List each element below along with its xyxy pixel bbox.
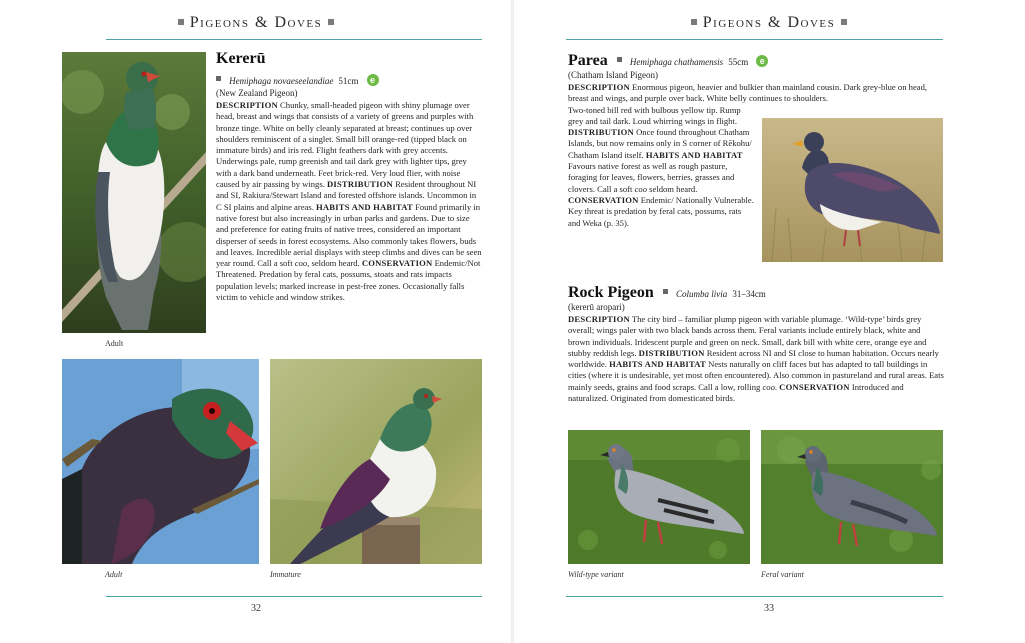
call-text: coo bbox=[762, 381, 775, 392]
parea-description-top bbox=[568, 82, 944, 105]
call-text: coo bbox=[634, 183, 648, 194]
running-head bbox=[0, 14, 512, 32]
habits-text: Nests naturally on cliff faces but has adapted to tall buildings in cities (where it is undesirable, yet most often encountered). Also common in pastureland and rural areas. Eats mainly seeds, grains and food scraps. Call a low, rolling bbox=[568, 359, 944, 392]
page-number: 33 bbox=[764, 603, 774, 614]
page-number: 32 bbox=[251, 603, 261, 614]
kereru-adult-photo bbox=[62, 52, 206, 333]
distribution-text: Once found throughout Chatham Islands, but now remains only in S corner of Rēkohu/ Chatham Island itself. bbox=[568, 127, 752, 160]
kereru-immature-photo bbox=[270, 359, 482, 564]
species-name: Parea bbox=[568, 52, 608, 69]
common-name: (New Zealand Pigeon) bbox=[216, 88, 298, 98]
common-name: (kererū aropari) bbox=[568, 302, 625, 312]
rock-pigeon-wild-photo bbox=[568, 430, 750, 564]
running-head-text: Pigeons & Doves bbox=[189, 14, 323, 31]
description-label: DESCRIPTION bbox=[568, 82, 630, 92]
species-name: Rock Pigeon bbox=[568, 284, 654, 301]
habits-text-end: seldom heard. bbox=[649, 183, 698, 194]
distribution-label: DISTRIBUTION bbox=[638, 347, 705, 358]
conservation-label: CONSERVATION bbox=[568, 194, 639, 205]
description-label: DESCRIPTION bbox=[568, 314, 630, 324]
call-text: coo bbox=[294, 258, 308, 269]
description-label: DESCRIPTION bbox=[216, 100, 278, 110]
square-ornament-icon bbox=[841, 19, 847, 25]
latin-name: Hemiphaga chathamensis bbox=[629, 57, 724, 67]
photo-caption: Feral variant bbox=[761, 570, 804, 579]
species-name: Kererū bbox=[216, 50, 266, 67]
parea-photo bbox=[762, 118, 943, 262]
right-page bbox=[513, 0, 1025, 643]
square-bullet-icon bbox=[617, 57, 622, 62]
parea-heading bbox=[568, 50, 944, 70]
description-text-2: Two-toned bill red with bulbous yellow tip. Rump grey and tail dark. Loud whirring wings in flight. bbox=[568, 104, 741, 126]
conservation-text: Introduced and naturalized. Originated from domesticated birds. bbox=[568, 381, 904, 404]
species-description bbox=[216, 100, 482, 303]
square-bullet-icon bbox=[663, 289, 668, 294]
parea-description-column bbox=[568, 105, 755, 229]
parea-image bbox=[762, 118, 943, 262]
header-rule bbox=[106, 39, 482, 40]
habits-label: HABITS AND HABITAT bbox=[645, 149, 743, 160]
conservation-label: CONSERVATION bbox=[361, 258, 433, 269]
common-name: (Chatham Island Pigeon) bbox=[568, 70, 658, 80]
distribution-label: DISTRIBUTION bbox=[568, 127, 634, 138]
endemic-status-icon: e bbox=[367, 74, 379, 86]
running-head-text: Pigeons & Doves bbox=[702, 14, 836, 31]
photo-caption: Adult bbox=[105, 339, 124, 348]
kereru-closeup-image bbox=[62, 359, 259, 564]
kereru-adult-image bbox=[62, 52, 206, 333]
square-ornament-icon bbox=[328, 19, 334, 25]
distribution-text: Resident throughout NI and SI, Rakiura/Stewart Island and forested offshore islands. Uncommon in C SI plains and alpine areas. bbox=[216, 179, 477, 212]
square-ornament-icon bbox=[178, 19, 184, 25]
conservation-text: Endemic/Not Threatened. Predation by feral cats, possums, stoats and rats impacts population levels; marked increase in pest-free zones. Occasionally falls victim to vehicle and window strikes. bbox=[216, 258, 481, 303]
species-size: 51cm bbox=[338, 76, 359, 86]
footer-rule bbox=[566, 596, 943, 597]
kereru-closeup-photo bbox=[62, 359, 259, 564]
habits-label: HABITS AND HABITAT bbox=[316, 201, 413, 212]
latin-name: Columba livia bbox=[675, 289, 728, 299]
distribution-label: DISTRIBUTION bbox=[327, 179, 393, 190]
running-head bbox=[513, 14, 1025, 32]
rock-pigeon-heading bbox=[568, 282, 944, 302]
species-size: 55cm bbox=[728, 57, 749, 67]
habits-text: Favours native forest as well as rough pasture, foraging for leaves, flowers, berries, grasses and clovers. Call a soft bbox=[568, 161, 735, 194]
photo-caption: Immature bbox=[270, 570, 301, 579]
photo-caption: Wild-type variant bbox=[568, 570, 624, 579]
kereru-entry bbox=[216, 50, 482, 303]
conservation-label: CONSERVATION bbox=[779, 381, 850, 392]
footer-rule bbox=[106, 596, 482, 597]
kereru-immature-image bbox=[270, 359, 482, 564]
description-text: Chunky, small-headed pigeon with shiny plumage over head, breast and wings that consists of a variety of greens and purples with bronze tinge. White on belly cleanly separated at breast; continues up over shoulders reminiscent of a singlet. Small bill orange-red (tipped black on immature birds) and iris red. Flight feathers dark with grey accents. Underwings pale, rump greenish and tail dark grey with lighter tips, grey with a dark band underneath. Feet brick-red. Very loud flier, with noise caused by air passing by wings. bbox=[216, 100, 474, 190]
square-bullet-icon bbox=[216, 76, 221, 81]
species-size: 31–34cm bbox=[732, 289, 766, 299]
conservation-text: Endemic/ Nationally Vulnerable. Key threat is predation by feral cats, possums, rats and Weka (p. 35). bbox=[568, 194, 754, 228]
endemic-status-icon: e bbox=[756, 55, 768, 67]
rock-pigeon-feral-photo bbox=[761, 430, 943, 564]
square-ornament-icon bbox=[691, 19, 697, 25]
photo-caption: Adult bbox=[105, 570, 123, 579]
description-text: The city bird – familiar plump pigeon with variable plumage. ‘Wild-type’ birds grey overall; wings paler with two black bands across them. Feral variants include entirely black, white and brown individuals. Iridescent purple and green on neck. Small, dark bill with white cere, orange eye and stubby reddish legs. bbox=[568, 314, 927, 358]
distribution-text: Resident across NI and SI close to human habitation. Occurs nearly worldwide. bbox=[568, 347, 939, 370]
rock-pigeon-entry bbox=[568, 282, 944, 404]
rock-pigeon-description: DESCRIPTION The city bird – familiar plump pigeon with variable plumage. ‘Wild-type’ birds grey overall; wings paler with two black bands across them. Feral variants include entirely black, white and brown individuals. Iridescent purple and green on neck. Small, dark bill with white cere, orange eye and stubby reddish legs. DISTRIBUTION Resident across NI and SI close to human habitation. Occurs nearly worldwide. HABITS AND HABITAT Nests naturally on cliff faces but has adapted to tall buildings in cities (where it is undesirable, yet most often encountered). Also common in pastureland and rural areas. Eats mainly seeds, grains and food scraps. Call a low, rolling coo. CONSERVATION Introduced and naturalized. Originated from domesticated birds. bbox=[568, 314, 944, 404]
description-text: Enormous pigeon, heavier and bulkier than mainland cousin. Dark grey-blue on head, breast and wings, and purple over back. White belly continues to shoulders. bbox=[568, 82, 928, 104]
left-page bbox=[0, 0, 512, 643]
habits-text-end: , seldom heard. bbox=[307, 258, 360, 269]
habits-label: HABITS AND HABITAT bbox=[609, 359, 706, 370]
header-rule bbox=[566, 39, 943, 40]
habits-text: Found primarily in native forest but also increasingly in urban parks and gardens. Due to size and preference for eating fruits of native trees, considered an important disperser of seeds in forest ecosystems. Also commonly takes flowers, buds and leaves. Incredible aerial displays with steep climbs and dives can be seen year round. Call a soft bbox=[216, 201, 482, 269]
rock-pigeon-wild-image bbox=[568, 430, 750, 564]
species-meta bbox=[216, 69, 482, 88]
latin-name: Hemiphaga novaeseelandiae bbox=[229, 76, 334, 86]
rock-pigeon-feral-image bbox=[761, 430, 943, 564]
